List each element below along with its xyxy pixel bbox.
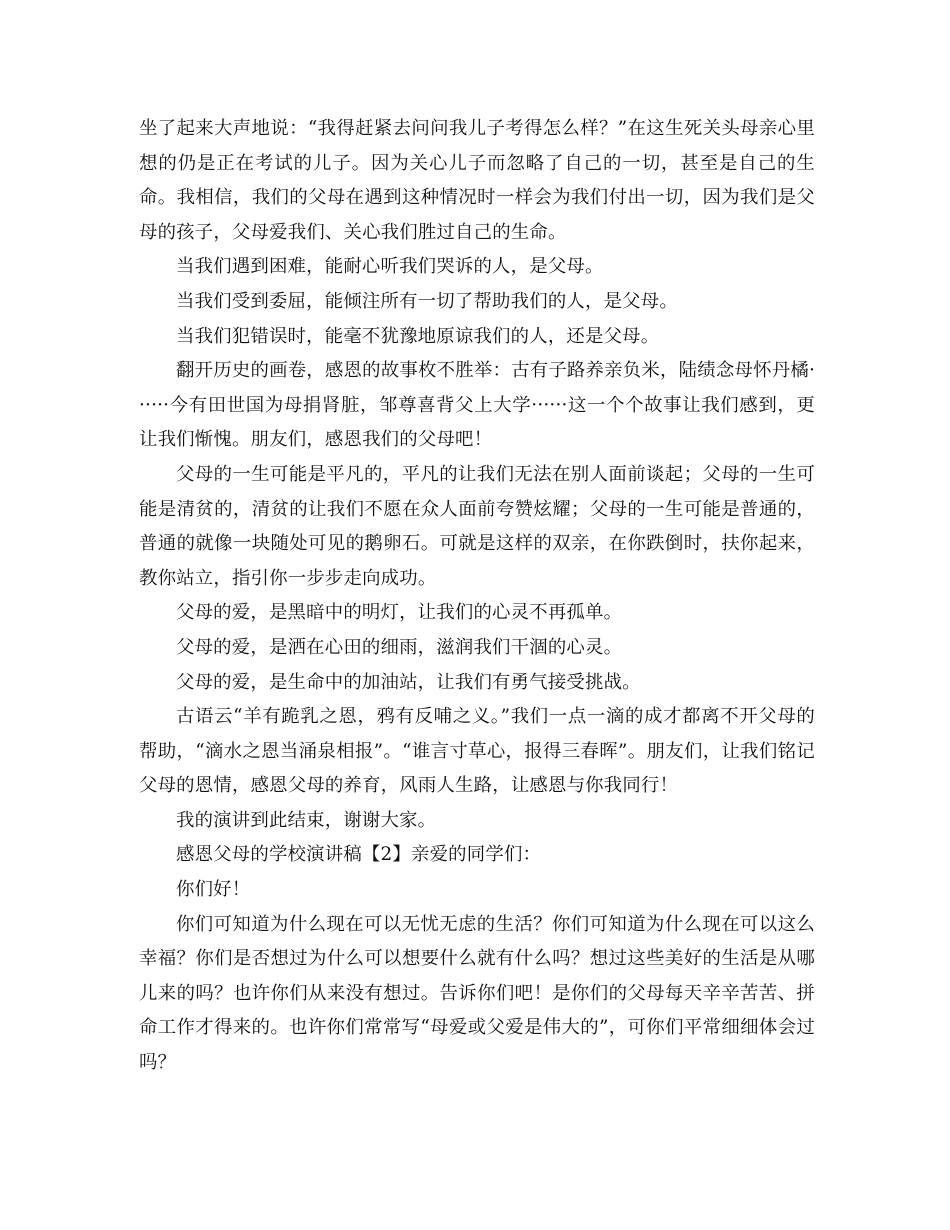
paragraph: 坐了起来大声地说：“我得赶紧去问问我儿子考得怎么样？”在这生死关头母亲心里想的仍是正在考试的儿子。因为关心儿子而忽略了自己的一切，甚至是自己的生命。我相信，我们的父母在遇到这种情况时一样会为我们付出一切，因为我们是父母的孩子，父母爱我们、关心我们胜过自己的生命。 — [139, 118, 815, 243]
paragraph: 父母的一生可能是平凡的，平凡的让我们无法在别人面前谈起；父母的一生可能是清贫的，清贫的让我们不愿在众人面前夸赞炫耀；父母的一生可能是普通的，普通的就像一块随处可见的鹅卵石。可就是这样的双亲，在你跌倒时，扶你起来，教你站立，指引你一步步走向成功。 — [139, 463, 815, 589]
paragraph: 当我们遇到困难，能耐心听我们哭诉的人，是父母。 — [176, 256, 604, 278]
paragraph: 父母的爱，是生命中的加油站，让我们有勇气接受挑战。 — [176, 671, 641, 693]
paragraph: 当我们犯错误时，能毫不犹豫地原谅我们的人，还是父母。 — [176, 325, 660, 347]
greeting: 你们好！ — [176, 879, 251, 901]
paragraph: 当我们受到委屈，能倾注所有一切了帮助我们的人，是父母。 — [176, 290, 678, 312]
document-body — [139, 112, 815, 1081]
paragraph: 你们可知道为什么现在可以无忧无虑的生活？你们可知道为什么现在可以这么幸福？你们是否想过为什么可以想要什么就有什么吗？想过这些美好的生活是从哪儿来的吗？也许你们从来没有想过。告诉你们吧！是你们的父母每天辛辛苦苦、拼命工作才得来的。也许你们常常写“母爱或父爱是伟大的”，可你们平常细细体会过吗？ — [139, 913, 815, 1074]
section-heading: 感恩父母的学校演讲稿【2】亲爱的同学们： — [176, 844, 542, 866]
paragraph: 我的演讲到此结束，谢谢大家。 — [176, 809, 437, 831]
paragraph: 古语云“羊有跪乳之恩，鸦有反哺之义。”我们一点一滴的成才都离不开父母的帮助，“滴水之恩当涌泉相报”。“谁言寸草心，报得三春晖”。朋友们，让我们铭记父母的恩情，感恩父母的养育，风雨人生路，让感恩与你我同行！ — [139, 706, 815, 797]
paragraph: 父母的爱，是黑暗中的明灯，让我们的心灵不再孤单。 — [176, 602, 623, 624]
paragraph: 父母的爱，是洒在心田的细雨，滋润我们干涸的心灵。 — [176, 636, 623, 658]
paragraph: 翻开历史的画卷，感恩的故事枚不胜举：古有子路养亲负米，陆绩念母怀丹橘······今有田世国为母捐肾脏，邹尊喜背父上大学······这一个个故事让我们感到，更让我们惭愧。朋友们，感恩我们的父母吧！ — [139, 360, 815, 451]
